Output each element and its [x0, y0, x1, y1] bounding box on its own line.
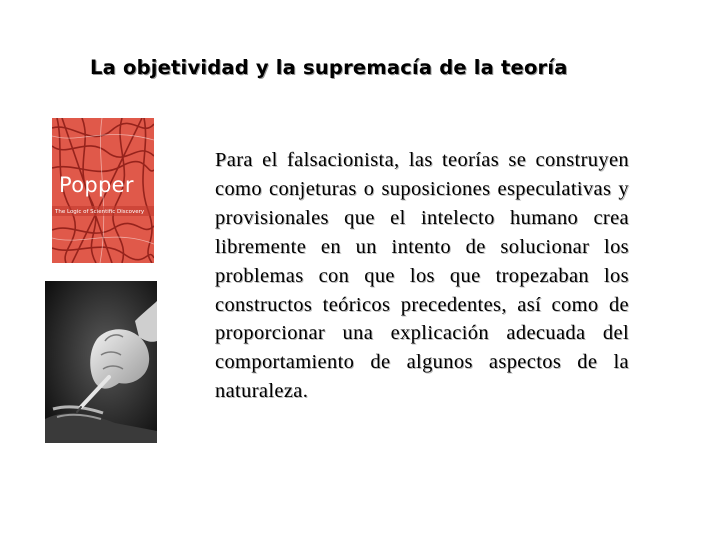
hand-writing-photo	[45, 281, 157, 443]
slide-body-text: Para el falsacionista, las teorías se construyen como conjeturas o suposiciones especulativas y provisionales que el intelecto humano crea libremente en un intento de solucionar los problemas con que los que tropezaban los constructos teóricos precedentes, así como de proporcionar una explicación adecuada del comportamiento de algunos aspectos de la naturaleza.	[215, 149, 629, 403]
slide-title: La objetividad y la supremacía de la teoría	[90, 56, 568, 79]
book-cover-title: Popper	[59, 173, 134, 197]
book-cover-image	[52, 118, 154, 263]
book-cover-subtitle: The Logic of Scientific Discovery	[55, 209, 145, 215]
hand-writing-illustration	[45, 281, 157, 443]
